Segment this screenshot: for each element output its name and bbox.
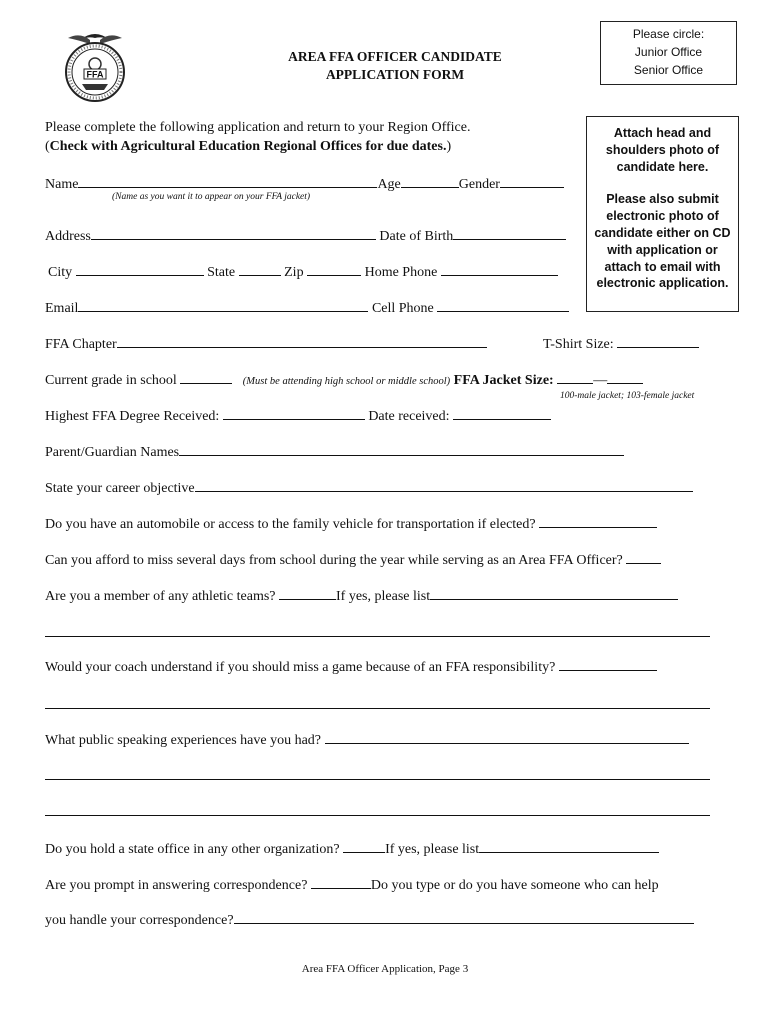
age-label: Age — [377, 177, 401, 192]
coach-question: Would your coach understand if you should miss a game because of an FFA responsibility? — [45, 660, 556, 675]
state-label: State — [207, 265, 236, 280]
grade-label: Current grade in school — [45, 373, 177, 388]
jacket-size-field[interactable] — [557, 371, 593, 384]
coach-question-row — [45, 658, 657, 676]
state-office-answer[interactable] — [343, 840, 385, 853]
email-row — [45, 299, 569, 317]
senior-office-option[interactable]: Senior Office — [633, 63, 704, 77]
career-label: State your career objective — [45, 481, 195, 496]
parents-label: Parent/Guardian Names — [45, 445, 180, 460]
zip-field[interactable] — [307, 263, 361, 276]
handle-question: you handle your correspondence? — [45, 913, 234, 928]
address-row — [45, 227, 566, 245]
junior-office-option[interactable]: Junior Office — [634, 45, 703, 59]
gender-label: Gender — [458, 177, 500, 192]
automobile-question-row — [45, 515, 657, 533]
state-office-question-row — [45, 840, 659, 858]
athletic-question-row — [45, 587, 678, 605]
tshirt-label: T-Shirt Size: — [543, 337, 614, 352]
miss-school-answer[interactable] — [626, 551, 661, 564]
speaking-question-row — [45, 731, 689, 749]
handle-answer[interactable] — [234, 911, 694, 924]
state-field[interactable] — [239, 263, 281, 276]
speaking-question: What public speaking experiences have you had? — [45, 733, 322, 748]
gender-field[interactable] — [500, 175, 564, 188]
paren-open: ( — [45, 139, 50, 154]
chapter-label: FFA Chapter — [45, 337, 117, 352]
jacket-type-field[interactable] — [607, 371, 643, 384]
date-received-label: Date received: — [368, 409, 450, 424]
jacket-label: FFA Jacket Size: — [453, 373, 554, 388]
zip-label: Zip — [284, 265, 304, 280]
speaking-extra-line-2[interactable] — [45, 815, 710, 816]
dob-field[interactable] — [453, 227, 566, 240]
home-phone-field[interactable] — [441, 263, 558, 276]
cell-phone-label: Cell Phone — [371, 301, 434, 316]
name-note: (Name as you want it to appear on your FFA jacket) — [112, 192, 311, 202]
intro-line-2 — [45, 139, 451, 155]
city-row — [48, 263, 558, 281]
automobile-question: Do you have an automobile or access to the family vehicle for transportation if elected? — [45, 517, 536, 532]
home-phone-label: Home Phone — [364, 265, 438, 280]
tshirt-field[interactable] — [617, 335, 699, 348]
grade-note: (Must be attending high school or middle school) — [242, 376, 451, 387]
state-office-list-label: If yes, please list — [385, 842, 480, 857]
electronic-photo-instruction: Please also submit electronic photo of candidate either on CD with application or attach to email with electronic application. — [594, 192, 731, 291]
email-field[interactable] — [78, 299, 368, 312]
athletic-answer[interactable] — [279, 587, 336, 600]
athletic-list-label: If yes, please list — [336, 589, 431, 604]
photo-instruction: Attach head and shoulders photo of candidate here. — [605, 126, 720, 174]
photo-attach-box[interactable] — [586, 116, 739, 312]
cell-phone-field[interactable] — [437, 299, 569, 312]
automobile-answer[interactable] — [539, 515, 657, 528]
career-field[interactable] — [195, 479, 693, 492]
prompt-question: Are you prompt in answering correspondence? — [45, 878, 308, 893]
parents-field[interactable] — [179, 443, 624, 456]
state-office-question: Do you hold a state office in any other organization? — [45, 842, 340, 857]
speaking-answer[interactable] — [325, 731, 689, 744]
miss-school-question: Can you afford to miss several days from school during the year while serving as an Area FFA Officer? — [45, 553, 623, 568]
dob-label: Date of Birth — [379, 229, 454, 244]
paren-close: ) — [446, 139, 452, 154]
career-row — [45, 479, 693, 497]
name-field[interactable] — [78, 175, 377, 188]
ffa-emblem-logo — [60, 26, 130, 104]
chapter-field[interactable] — [117, 335, 487, 348]
miss-school-question-row — [45, 551, 661, 569]
title-line-1: AREA FFA OFFICER CANDIDATE — [288, 49, 502, 64]
jacket-dash: — — [593, 373, 608, 388]
address-label: Address — [45, 229, 91, 244]
coach-answer[interactable] — [559, 658, 657, 671]
name-label: Name — [45, 177, 79, 192]
chapter-row — [45, 335, 487, 353]
title-line-2: APPLICATION FORM — [325, 67, 465, 82]
athletic-extra-line[interactable] — [45, 636, 710, 637]
tshirt-row — [543, 335, 699, 353]
type-question: Do you type or do you have someone who can help — [370, 878, 659, 893]
address-field[interactable] — [91, 227, 376, 240]
jacket-note: 100-male jacket; 103-female jacket — [560, 391, 695, 401]
city-field[interactable] — [76, 263, 204, 276]
athletic-list-field[interactable] — [430, 587, 678, 600]
handle-question-row — [45, 911, 694, 929]
degree-row — [45, 407, 551, 425]
degree-label: Highest FFA Degree Received: — [45, 409, 220, 424]
date-received-field[interactable] — [453, 407, 551, 420]
degree-field[interactable] — [223, 407, 365, 420]
speaking-extra-line-1[interactable] — [45, 779, 710, 780]
page-footer: Area FFA Officer Application, Page 3 — [301, 963, 469, 975]
prompt-question-row — [45, 876, 659, 894]
email-label: Email — [45, 301, 79, 316]
name-row — [45, 175, 564, 193]
emblem-text: FFA — [86, 69, 104, 80]
coach-extra-line[interactable] — [45, 708, 710, 709]
office-heading: Please circle: — [632, 27, 705, 41]
intro-line-1: Please complete the following application and return to your Region Office. — [45, 120, 471, 135]
athletic-question: Are you a member of any athletic teams? — [45, 589, 276, 604]
form-title — [240, 48, 550, 84]
age-field[interactable] — [401, 175, 459, 188]
grade-row — [45, 371, 643, 389]
due-dates-note: Check with Agricultural Education Regional Offices for due dates. — [49, 139, 447, 154]
office-selection-box — [600, 21, 737, 85]
prompt-answer[interactable] — [311, 876, 371, 889]
parents-row — [45, 443, 624, 461]
state-office-list-field[interactable] — [479, 840, 659, 853]
grade-field[interactable] — [180, 371, 232, 384]
city-label: City — [48, 265, 73, 280]
